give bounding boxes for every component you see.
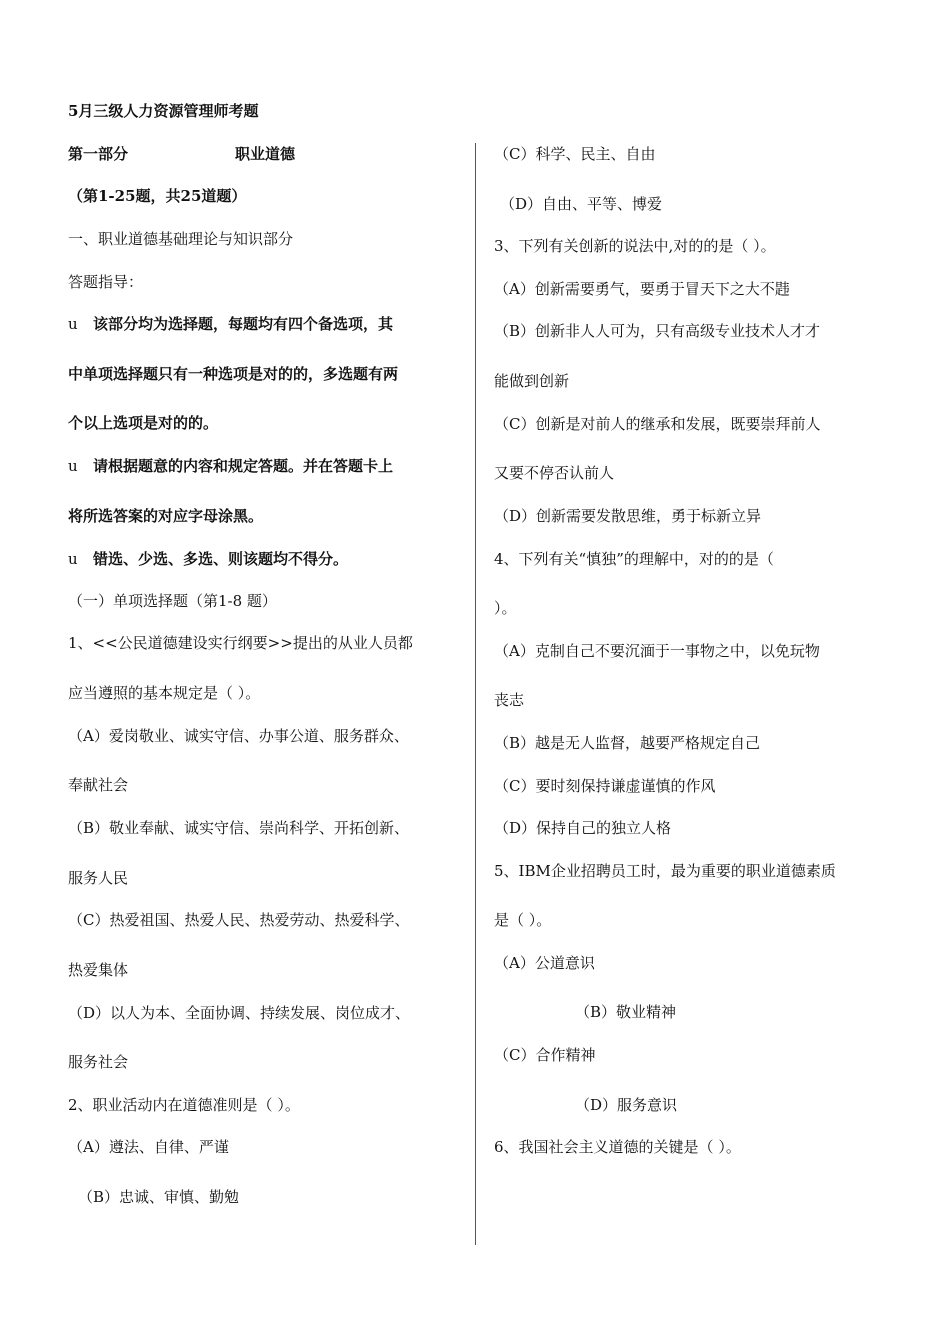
guide-line: 请根据题意的内容和规定答题。并在答题卡上 bbox=[93, 457, 394, 475]
doc-title: 5月三级人力资源管理师考题 bbox=[68, 102, 259, 120]
answer-option: 奉献社会 bbox=[68, 776, 129, 794]
guide-line: 错选、少选、多选、则该题均不得分。 bbox=[93, 550, 349, 568]
answer-option: （C）合作精神 bbox=[494, 1046, 596, 1064]
answer-option: （C）创新是对前人的继承和发展，既要崇拜前人 bbox=[494, 415, 821, 433]
question-stem: 应当遵照的基本规定是（ ）。 bbox=[68, 684, 261, 702]
question-stem: 6、我国社会主义道德的关键是（ ）。 bbox=[494, 1138, 741, 1156]
answer-option: （A）遵法、自律、严谨 bbox=[68, 1138, 229, 1156]
answer-option: 能做到创新 bbox=[494, 372, 570, 390]
column-divider bbox=[475, 143, 476, 1245]
subsection-heading: （一）单项选择题（第1-8 题） bbox=[68, 592, 277, 610]
guide-line: 中单项选择题只有一种选项是对的的，多选题有两 bbox=[68, 365, 399, 383]
answer-option: 服务人民 bbox=[68, 869, 129, 887]
range-note: （第1-25题，共25道题） bbox=[68, 187, 247, 205]
answer-option: 热爱集体 bbox=[68, 961, 129, 979]
answer-option: （A）创新需要勇气，要勇于冒天下之大不韪 bbox=[494, 280, 790, 298]
answer-option: （D）以人为本、全面协调、持续发展、岗位成才、 bbox=[68, 1004, 411, 1022]
question-stem: 2、职业活动内在道德准则是（ ）。 bbox=[68, 1096, 300, 1114]
answer-option: （B）越是无人监督，越要严格规定自己 bbox=[494, 734, 761, 752]
bullet-marker: u bbox=[68, 550, 78, 568]
answer-option: （A）公道意识 bbox=[494, 954, 595, 972]
answer-option: 丧志 bbox=[494, 691, 525, 709]
question-stem: 5、IBM企业招聘员工时，最为重要的职业道德素质 bbox=[494, 862, 836, 880]
bullet-marker: u bbox=[68, 315, 78, 333]
part-label: 第一部分 bbox=[68, 145, 129, 163]
guide-line: 个以上选项是对的的。 bbox=[68, 414, 219, 432]
answer-option: （B）敬业精神 bbox=[575, 1003, 677, 1021]
answer-option: （C）要时刻保持谦虚谨慎的作风 bbox=[494, 777, 716, 795]
answer-option: 服务社会 bbox=[68, 1053, 129, 1071]
answer-option: 又要不停否认前人 bbox=[494, 464, 615, 482]
bullet-marker: u bbox=[68, 457, 78, 475]
answer-option: （D）服务意识 bbox=[575, 1096, 678, 1114]
section-heading: 一、职业道德基础理论与知识部分 bbox=[68, 230, 294, 248]
answer-option: （D）保持自己的独立人格 bbox=[494, 819, 672, 837]
guide-line: 将所选答案的对应字母涂黑。 bbox=[68, 507, 264, 525]
question-stem: 4、下列有关“慎独”的理解中，对的的是（ bbox=[494, 550, 774, 568]
answer-option: （D）自由、平等、博爱 bbox=[500, 195, 663, 213]
question-stem: ）。 bbox=[494, 599, 517, 617]
answer-option: （A）爱岗敬业、诚实守信、办事公道、服务群众、 bbox=[68, 727, 409, 745]
answer-option: （A）克制自己不要沉湎于一事物之中，以免玩物 bbox=[494, 642, 820, 660]
question-stem: 是（ ）。 bbox=[494, 911, 552, 929]
part-name: 职业道德 bbox=[235, 145, 296, 163]
guide-line: 该部分均为选择题，每题均有四个备选项，其 bbox=[93, 315, 394, 333]
answer-option: （D）创新需要发散思维，勇于标新立异 bbox=[494, 507, 762, 525]
answer-option: （B）敬业奉献、诚实守信、崇尚科学、开拓创新、 bbox=[68, 819, 410, 837]
guide-label: 答题指导： bbox=[68, 273, 144, 291]
answer-option: （B）创新非人人可为，只有高级专业技术人才才 bbox=[494, 322, 821, 340]
answer-option: （C）热爱祖国、热爱人民、热爱劳动、热爱科学、 bbox=[68, 911, 410, 929]
question-stem: 3、下列有关创新的说法中,对的的是（ ）。 bbox=[494, 237, 776, 255]
answer-option: （C）科学、民主、自由 bbox=[494, 145, 656, 163]
question-stem: 1、<<公民道德建设实行纲要>>提出的从业人员都 bbox=[68, 634, 413, 652]
answer-option: （B）忠诚、审慎、勤勉 bbox=[78, 1188, 240, 1206]
